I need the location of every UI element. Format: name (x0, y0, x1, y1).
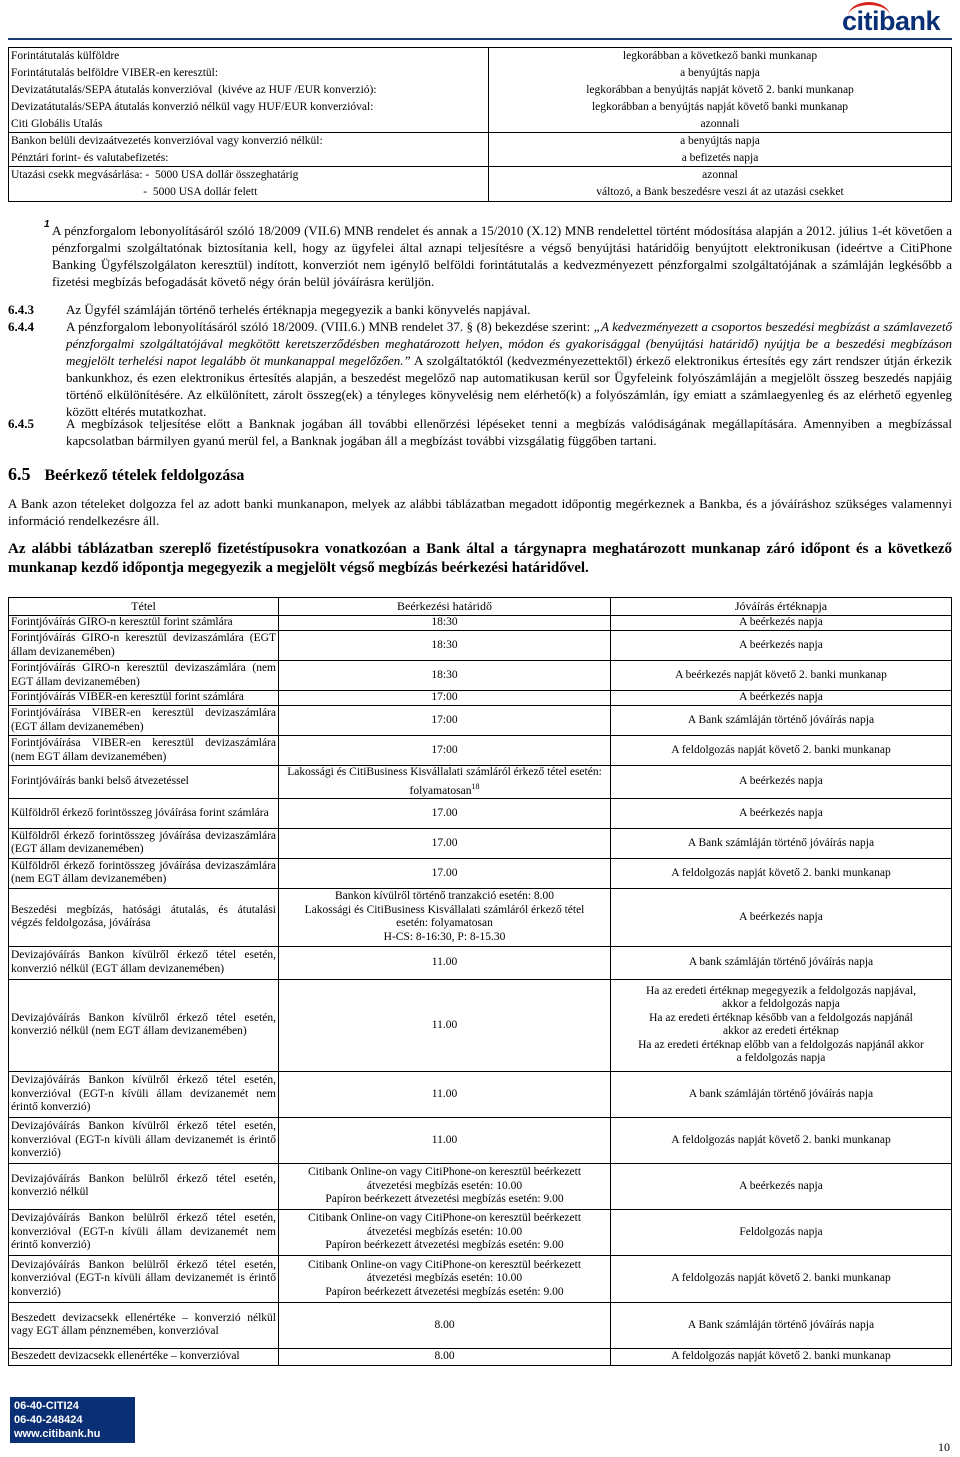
item-cell: Devizajóváírás Bankon kívülről érkező tétel esetén, konverzióval (EGT-n kívüli állam devizanemét is érintő konverzió) (9, 1117, 279, 1163)
value-date-cell: Feldolgozás napja (611, 1209, 952, 1255)
deadline-text: 8.00 (434, 1318, 455, 1331)
item-cell: Beszedett devizacsekk ellenértéke – konverzióval (9, 1348, 279, 1365)
table-row (9, 1071, 952, 1117)
table-row (9, 1348, 952, 1365)
item-cell: Forintjóváírás GIRO-n keresztül devizaszámlára (nem EGT állam devizanemében) (9, 661, 279, 691)
row-value: a benyújtás napja (680, 67, 760, 79)
table-row (9, 150, 951, 167)
value-date-cell: A Bank számláján történő jóváírás napja (611, 828, 952, 858)
paragraph-number: 6.4.5 (8, 416, 34, 431)
table-row (9, 661, 952, 691)
item-cell: Devizajóváírás Bankon kívülről érkező tétel esetén, konverzióval (EGT-n kívüli állam devizanemét nem érintő konverzió) (9, 1071, 279, 1117)
column-header-value-date: Jóváírás értéknapja (611, 598, 952, 616)
table-row (9, 691, 952, 706)
paragraph-text-c: A szolgáltatóktól (kedvezményezettektől) érkező elektronikus értesítés egy zárt rendszer útján érkezik bankunkhoz, és ezen elektronikus értesítés alapján, a beszedést megelőző nap automatikusan kerül sor Ügyfeleink folyószámláján a megjelölt összeg beszedés napjáig történő elkülönítésére. Az elkülönített, zárolt összeg(ek) a tényleges könyvelésig nem elérhető(k) a folyószámlán, így emiatt a számlaegyenleg és az elérhető egyenleg között eltérés mutatkozhat. (66, 353, 953, 419)
paragraph-number: 6.4.4 (8, 319, 34, 334)
row-label: Devizatátutalás/SEPA átutalás konverzió nélkül vagy HUF/EUR konverzióval: (9, 99, 489, 116)
value-date-cell: A feldolgozás napját követő 2. banki munkanap (611, 1117, 952, 1163)
table-header-row (9, 598, 952, 616)
table-row (9, 116, 951, 133)
deadline-cell (279, 736, 611, 766)
table-row (9, 616, 952, 631)
item-cell: Devizajóváírás Bankon belülről érkező tétel esetén, konverzió nélkül (9, 1163, 279, 1209)
table-row (9, 1209, 952, 1255)
row-value: azonnali (700, 118, 740, 130)
paragraph-number: 6.4.3 (8, 302, 34, 317)
row-label: Citi Globális Utalás (9, 116, 489, 132)
deadline-line: Citibank Online-on vagy CitiPhone-on keresztül beérkezett (307, 1212, 582, 1225)
deadline-cell (279, 828, 611, 858)
deadline-line: H-CS: 8-16:30, P: 8-15.30 (383, 930, 506, 943)
value-date-cell: A feldolgozás napját követő 2. banki munkanap (611, 736, 952, 766)
value-date-cell: A Bank számláján történő jóváírás napja (611, 1302, 952, 1348)
table-row (9, 48, 951, 65)
value-date-cell (611, 979, 952, 1071)
table-row (9, 65, 951, 82)
value-date-cell: A beérkezés napja (611, 1163, 952, 1209)
deadline-cell (279, 1255, 611, 1302)
row-label: - 5000 USA dollár felett (9, 184, 489, 201)
item-cell: Devizajóváírás Bankon belülről érkező tétel esetén, konverzióval (EGT-n kívüli állam devizanemét is érintő konverzió) (9, 1255, 279, 1302)
table-row (9, 1302, 952, 1348)
deadline-text: 11.00 (431, 1087, 458, 1100)
value-date-cell: A beérkezés napja (611, 766, 952, 799)
deadline-cell (279, 1348, 611, 1365)
item-cell: Devizajóváírás Bankon kívülről érkező tétel esetén, konverzió nélkül (EGT állam devizanemében) (9, 946, 279, 979)
item-cell: Forintjóváírás GIRO-n keresztül devizaszámlára (EGT állam devizanemében) (9, 631, 279, 661)
column-header-item: Tétel (9, 598, 279, 616)
table-row (9, 798, 952, 828)
deadline-text: 18:30 (431, 638, 458, 651)
item-cell: Devizajóváírás Bankon belülről érkező tétel esetén, konverzióval (EGT-n kívüli állam devizanemét nem érintő konverzió) (9, 1209, 279, 1255)
incoming-items-table (8, 597, 952, 1366)
deadline-cell (279, 1302, 611, 1348)
deadline-cell (279, 1163, 611, 1209)
value-date-cell: A beérkezés napját követő 2. banki munkanap (611, 661, 952, 691)
deadline-text: 17:00 (431, 691, 458, 704)
table-row (9, 1255, 952, 1302)
deadline-cell (279, 858, 611, 888)
table-row (9, 706, 952, 736)
value-date-line: akkor az eredeti értéknap (723, 1025, 839, 1038)
row-label: Bankon belüli devizaátvezetés konverzióval vagy konverzió nélkül: (9, 133, 489, 150)
item-cell: Beszedési megbízás, hatósági átutalás, és átutalási végzés feldolgozása, jóváírása (9, 888, 279, 946)
value-date-cell: A feldolgozás napját követő 2. banki munkanap (611, 858, 952, 888)
item-cell: Forintjóváírása VIBER-en keresztül devizaszámlára (EGT állam devizanemében) (9, 706, 279, 736)
deadline-cell (279, 661, 611, 691)
header-rule (8, 38, 952, 40)
phone-number-1: 06-40-CITI24 (14, 1400, 79, 1412)
table-row (9, 828, 952, 858)
deadline-line: átvezetési megbízás esetén: 10.00 (366, 1179, 523, 1192)
item-cell: Külföldről érkező forintösszeg jóváírása forint számlára (9, 798, 279, 828)
footnote (44, 219, 952, 290)
deadline-text: 17.00 (431, 806, 458, 819)
value-date-line: Ha az eredeti értéknap előbb van a feldolgozás napjánál akkor (638, 1038, 924, 1051)
deadline-text: 11.00 (431, 1018, 458, 1031)
footnote-mark: 1 (44, 219, 50, 230)
citibank-logo (842, 5, 946, 37)
table-row (9, 946, 952, 979)
row-label: Devizatátutalás/SEPA átutalás konverzióval (kivéve az HUF /EUR konverzió): (9, 82, 489, 99)
website-url: www.citibank.hu (14, 1428, 101, 1440)
item-cell: Forintjóváírás VIBER-en keresztül forint számlára (9, 691, 279, 706)
deadline-text: 11.00 (431, 1133, 458, 1146)
value-date-line: akkor a feldolgozás napja (722, 998, 840, 1011)
value-date-cell: A feldolgozás napját követő 2. banki munkanap (611, 1348, 952, 1365)
value-date-cell: A bank számláján történő jóváírás napja (611, 1071, 952, 1117)
phone-number-2: 06-40-248424 (14, 1414, 83, 1426)
value-date-line: Ha az eredeti értéknap megegyezik a feldolgozás napjával, (645, 984, 917, 997)
deadline-cell (279, 1071, 611, 1117)
deadline-cell (279, 631, 611, 661)
row-label: Forintátutalás belföldre VIBER-en keresztül: (9, 65, 489, 82)
item-cell: Forintjóváírás GIRO-n keresztül forint számlára (9, 616, 279, 631)
deadline-text: 17:00 (431, 713, 458, 726)
section-number: 6.5 (8, 464, 31, 484)
item-cell: Forintjóváírása VIBER-en keresztül devizaszámlára (nem EGT állam devizanemében) (9, 736, 279, 766)
deadline-text: 17.00 (431, 836, 458, 849)
deadline-text: Lakossági és CitiBusiness Kisvállalati számláról érkező tétel esetén: folyamatosan (287, 766, 602, 797)
row-value: a befizetés napja (681, 152, 759, 164)
paragraph-text-a: A pénzforgalom lebonyolításáról szóló 18/2009. (VIII.6.) MNB rendelet 37. § (8) bekezdése szerint: (66, 319, 594, 334)
deadline-cell (279, 706, 611, 736)
table-row (9, 631, 952, 661)
logo-text: citibank (842, 6, 941, 36)
section-title: Beérkező tételek feldolgozása (44, 467, 245, 484)
deadline-cell (279, 888, 611, 946)
deadline-line: Citibank Online-on vagy CitiPhone-on keresztül beérkezett (307, 1258, 582, 1271)
deadline-cell (279, 1117, 611, 1163)
table-row (9, 766, 952, 799)
deadline-text: 11.00 (431, 956, 458, 969)
deadline-line: Citibank Online-on vagy CitiPhone-on keresztül beérkezett (307, 1166, 582, 1179)
deadline-cell (279, 979, 611, 1071)
deadline-cell (279, 946, 611, 979)
value-date-cell: A beérkezés napja (611, 888, 952, 946)
paragraph-6-4-4 (8, 318, 953, 419)
table-row (9, 858, 952, 888)
page-number: 10 (938, 1440, 950, 1454)
deadline-cell (279, 1209, 611, 1255)
deadline-line: Papíron beérkezett átvezetési megbízás esetén: 9.00 (325, 1239, 564, 1252)
item-cell: Forintjóváírás banki belső átvezetéssel (9, 766, 279, 799)
deadline-cell (279, 798, 611, 828)
deadline-text: 17.00 (431, 866, 458, 879)
row-label: Utazási csekk megvásárlása: - 5000 USA dollár összeghatárig (9, 167, 489, 184)
value-date-cell: A beérkezés napja (611, 691, 952, 706)
paragraph-quote: „A kedvezményezett a csoportos beszedési megbízást a számlavezető pénzforgalmi szolgáltatójával megkötött keretszerződésben meghatározott helyen, módon és gyakorisággal (benyújtási határidő) nyújtja be a beszedési megbízáson megjelölt terhelési napot legalább öt munkanappal megelőzően.” (66, 319, 952, 368)
table-row (9, 1117, 952, 1163)
table-row (9, 133, 951, 150)
deadline-text: 8.00 (434, 1350, 455, 1363)
paragraph-6-4-5 (8, 415, 952, 449)
table-row (9, 736, 952, 766)
table-row (9, 1163, 952, 1209)
paragraph-text: Az Ügyfél számláján történő terhelés értéknapja megegyezik a banki könyvelés napjával. (66, 302, 531, 317)
row-value: legkorábban a következő banki munkanap (622, 50, 818, 62)
paragraph-6-4-3 (8, 301, 952, 318)
value-date-cell: A beérkezés napja (611, 631, 952, 661)
table-row (9, 184, 951, 201)
value-date-line: a feldolgozás napja (736, 1052, 826, 1065)
deadline-line: Papíron beérkezett átvezetési megbízás esetén: 9.00 (325, 1193, 564, 1206)
value-date-cell: A feldolgozás napját követő 2. banki munkanap (611, 1255, 952, 1302)
deadline-line: esetén: folyamatosan (396, 917, 493, 930)
deadline-cell (279, 766, 611, 799)
deadline-line: Bankon kívülről történő tranzakció esetén: 8.00 (334, 890, 555, 903)
item-cell: Külföldről érkező forintösszeg jóváírása devizaszámlára (nem EGT állam devizanemében) (9, 858, 279, 888)
paragraph-text: A megbízások teljesítése előtt a Banknak jogában áll további ellenőrzési lépéseket tenni a megbízás valódiságának megállapítására. Amennyiben a megbízással kapcsolatban bármilyen gyanú merül fel, a Banknak jogában áll a megbízást további vizsgálatig függőben tartani. (66, 416, 952, 448)
table-row (9, 167, 951, 184)
value-date-cell: A beérkezés napja (611, 616, 952, 631)
column-header-deadline: Beérkezési határidő (279, 598, 611, 616)
value-date-cell: A Bank számláján történő jóváírás napja (611, 706, 952, 736)
table-row (9, 888, 952, 946)
footnote-text: A pénzforgalom lebonyolításáról szóló 18/2009 (VII.6) MNB rendelet és annak a 15/2010 (X.12) MNB rendelettel történt módosítása alapján a 2012. július 1-ét követően a pénzforgalmi szolgáltatónak biztosítania kell, hogy az ügyfelei által aznapi teljesítésre a végső benyújtási határidőig benyújtott elektronikusan (ideértve a CitiPhone Banking Ügyfélszolgálaton keresztül) indított, konverziót nem igénylő belföldi forintátutalás a kedvezményezett pénzforgalmi szolgáltatójának a számláján legkésőbb a fizetési megbízás befogadását követő négy órán belül jóváírásra kerüljön. (52, 223, 952, 289)
section-body-text: A Bank azon tételeket dolgozza fel az adott banki munkanapon, melyek az alábbi táblázatban megadott időpontig megérkeznek a Bankba, és a jóváíráshoz szükséges valamennyi információ rendelkezésre áll. (8, 496, 952, 528)
row-label: Pénztári forint- és valutabefizetés: (9, 150, 489, 166)
value-date-line: Ha az eredeti értéknap később van a feldolgozás napjánál (649, 1011, 913, 1024)
deadline-text: 18:30 (431, 668, 458, 681)
item-cell: Beszedett devizacsekk ellenértéke – konverzió nélkül vagy EGT állam pénznemében, konverzióval (9, 1302, 279, 1348)
section-bold-text: Az alábbi táblázatban szereplő fizetéstípusokra vonatkozóan a Bank által a tárgynapra meghatározott munkanap záró időpont és a következő munkanap kezdő időpontja megegyezik a megjelölt végső megbízás beérkezési határidővel. (8, 541, 952, 576)
value-date-cell: A bank számláján történő jóváírás napja (611, 946, 952, 979)
row-value: azonnal (702, 169, 738, 181)
table-row (9, 99, 951, 116)
table-body (9, 616, 952, 1366)
table-row (9, 82, 951, 99)
deadline-text: 17:00 (431, 743, 458, 756)
item-cell: Külföldről érkező forintösszeg jóváírása devizaszámlára (EGT állam devizanemében) (9, 828, 279, 858)
deadline-cell (279, 616, 611, 631)
footnote-ref: 18 (471, 781, 480, 791)
deadline-line: Lakossági és CitiBusiness Kisvállalati számláról érkező tétel (304, 903, 585, 916)
deadline-text: 18:30 (431, 616, 458, 629)
paragraph-text (66, 318, 952, 420)
deadline-cell (279, 691, 611, 706)
section-heading (8, 464, 244, 485)
row-value: legkorábban a benyújtás napját követő 2. banki munkanap (586, 84, 854, 96)
deadline-line: átvezetési megbízás esetén: 10.00 (366, 1272, 523, 1285)
row-label: Forintátutalás külföldre (9, 48, 489, 65)
row-value: a benyújtás napja (680, 135, 760, 147)
deadline-line: Papíron beérkezett átvezetési megbízás esetén: 9.00 (325, 1285, 564, 1298)
table-row (9, 979, 952, 1071)
contact-box (10, 1397, 135, 1443)
value-date-cell: A beérkezés napja (611, 798, 952, 828)
processing-times-table (8, 47, 952, 202)
row-value: legkorábban a benyújtás napját követő banki munkanap (591, 101, 849, 113)
item-cell: Devizajóváírás Bankon kívülről érkező tétel esetén, konverzió nélkül (nem EGT állam devizanemében) (9, 979, 279, 1071)
row-value: változó, a Bank beszedésre veszi át az utazási csekket (596, 186, 844, 198)
deadline-line: átvezetési megbízás esetén: 10.00 (366, 1225, 523, 1238)
